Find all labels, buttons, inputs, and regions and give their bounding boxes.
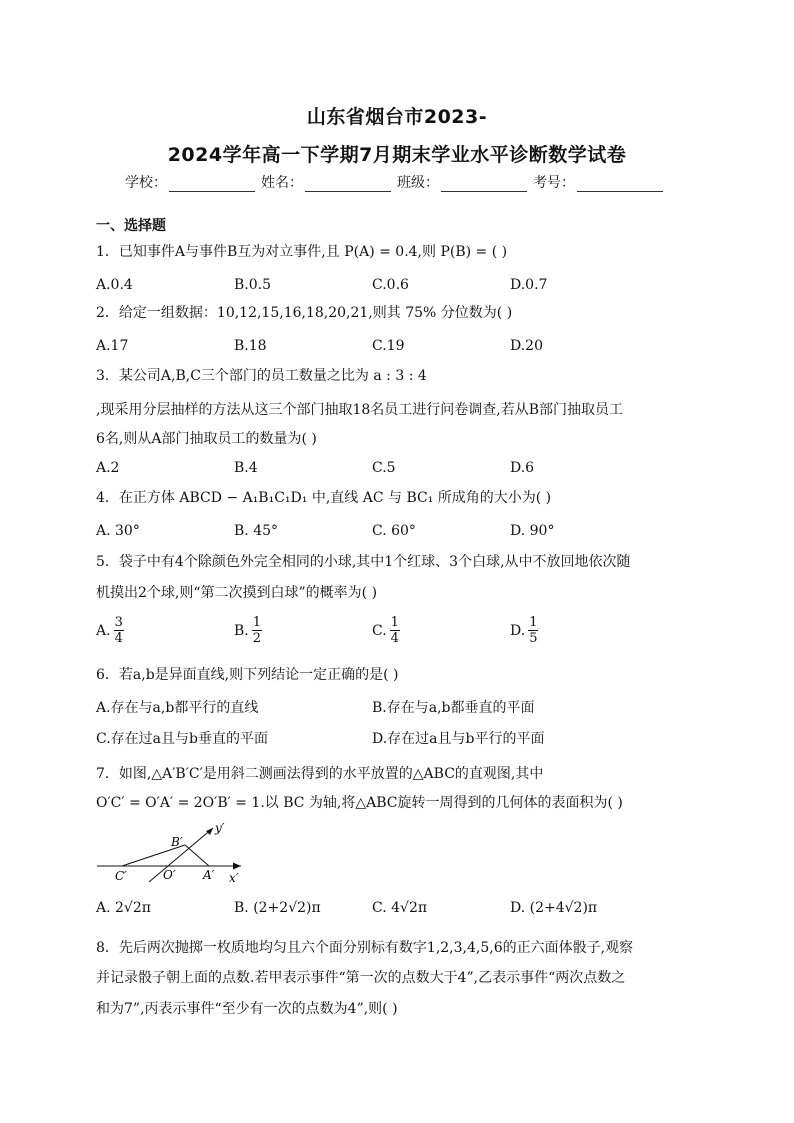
student-info-row bbox=[125, 172, 669, 192]
option-a[interactable] bbox=[96, 615, 234, 646]
option-c[interactable]: C.5 bbox=[372, 460, 396, 476]
label-o-prime: O′ bbox=[163, 868, 176, 882]
name-field[interactable] bbox=[305, 177, 391, 192]
question-7-stem-line2: O′C′ = O′A′ = 2O′B′ = 1.以 BC 为轴,将△ABC旋转一周得到的几何体的表面积为( ) bbox=[96, 795, 623, 811]
option-a[interactable]: A. 30° bbox=[96, 523, 140, 539]
option-label: D. bbox=[510, 622, 526, 639]
question-8-stem-line1: 8．先后两次抛掷一枚质地均匀且六个面分别标有数字1,2,3,4,5,6的正六面体骰子,观察 bbox=[96, 940, 634, 956]
option-a[interactable]: A.2 bbox=[96, 460, 120, 476]
option-a[interactable]: A.0.4 bbox=[96, 277, 133, 293]
class-field[interactable] bbox=[441, 177, 527, 192]
numerator: 1 bbox=[529, 615, 538, 630]
option-b[interactable]: B.0.5 bbox=[234, 277, 272, 293]
option-c[interactable]: C.19 bbox=[372, 338, 405, 354]
option-c[interactable]: C. 60° bbox=[372, 523, 416, 539]
school-label: 学校： bbox=[125, 175, 167, 191]
question-2-options bbox=[96, 338, 716, 354]
numerator: 3 bbox=[114, 615, 123, 630]
fraction bbox=[252, 615, 262, 646]
question-5-stem-line2: 机摸出2个球,则“第二次摸到白球”的概率为( ) bbox=[96, 585, 378, 601]
label-b-prime: B′ bbox=[171, 835, 183, 849]
option-d[interactable]: D. 90° bbox=[510, 523, 555, 539]
name-label: 姓名： bbox=[261, 175, 303, 191]
question-7-options bbox=[96, 900, 716, 916]
question-3-stem-line3: 6名,则从A部门抽取员工的数量为( ) bbox=[96, 431, 317, 447]
option-c[interactable]: C.0.6 bbox=[372, 277, 409, 293]
question-5-stem-line1: 5．袋子中有4个除颜色外完全相同的小球,其中1个红球、3个白球,从中不放回地依次随 bbox=[96, 554, 631, 570]
option-d[interactable]: D.20 bbox=[510, 338, 543, 354]
question-3-stem-line1: 3．某公司A,B,C三个部门的员工数量之比为 a : 3 : 4 bbox=[96, 368, 427, 384]
option-d[interactable]: D. (2+4√2)π bbox=[510, 900, 598, 916]
option-c[interactable]: C. 4√2π bbox=[372, 900, 428, 916]
option-b[interactable]: B.4 bbox=[234, 460, 258, 476]
exam-number-field[interactable] bbox=[577, 177, 663, 192]
denominator: 4 bbox=[114, 631, 123, 646]
question-1-options bbox=[96, 277, 716, 293]
option-d[interactable] bbox=[510, 615, 648, 646]
option-label: C. bbox=[372, 622, 387, 639]
question-6-options-row2 bbox=[96, 728, 716, 748]
oblique-projection-figure bbox=[95, 822, 255, 884]
denominator: 4 bbox=[390, 631, 399, 646]
option-a[interactable]: A.存在与a,b都平行的直线 bbox=[96, 700, 259, 716]
option-b[interactable]: B.18 bbox=[234, 338, 267, 354]
option-b[interactable] bbox=[234, 615, 372, 646]
label-x-prime: x′ bbox=[229, 871, 239, 884]
numerator: 1 bbox=[252, 615, 262, 630]
x-axis-arrow bbox=[233, 863, 241, 870]
fraction bbox=[114, 615, 124, 646]
label-y-prime: y′ bbox=[215, 822, 225, 835]
option-a[interactable]: A. 2√2π bbox=[96, 900, 151, 916]
option-c[interactable] bbox=[372, 615, 510, 646]
question-1-stem: 1．已知事件A与事件B互为对立事件,且 P(A) = 0.4,则 P(B) = ( ) bbox=[96, 244, 508, 260]
label-c-prime: C′ bbox=[115, 869, 127, 883]
option-label: A. bbox=[96, 622, 111, 639]
label-a-prime: A′ bbox=[203, 868, 215, 882]
option-a[interactable]: A.17 bbox=[96, 338, 129, 354]
option-d[interactable]: D.6 bbox=[510, 460, 535, 476]
y-axis-arrow bbox=[206, 828, 213, 835]
question-6-options-row1 bbox=[96, 697, 716, 717]
question-4-stem: 4．在正方体 ABCD − A₁B₁C₁D₁ 中,直线 AC 与 BC₁ 所成角的大小为( ) bbox=[96, 490, 552, 506]
class-label: 班级： bbox=[397, 175, 439, 191]
option-d[interactable]: D.0.7 bbox=[510, 277, 548, 293]
exam-title-line1: 山东省烟台市2023- bbox=[306, 106, 488, 128]
section-title: 一、选择题 bbox=[96, 218, 166, 234]
question-4-options bbox=[96, 523, 716, 539]
option-label: B. bbox=[234, 622, 249, 639]
exam-number-label: 考号： bbox=[533, 175, 575, 191]
question-3-stem-line2: ,现采用分层抽样的方法从这三个部门抽取18名员工进行问卷调查,若从B部门抽取员工 bbox=[96, 402, 624, 418]
segment-b-a bbox=[185, 845, 209, 866]
option-d[interactable]: D.存在过a且与b平行的平面 bbox=[372, 731, 545, 747]
question-3-options bbox=[96, 460, 716, 476]
denominator: 5 bbox=[529, 631, 538, 646]
question-6-stem: 6．若a,b是异面直线,则下列结论一定正确的是( ) bbox=[96, 667, 399, 683]
question-8-stem-line3: 和为7”,丙表示事件“至少有一次的点数为4”,则( ) bbox=[96, 1001, 398, 1017]
denominator: 2 bbox=[252, 631, 262, 646]
option-b[interactable]: B. (2+2√2)π bbox=[234, 900, 321, 916]
school-field[interactable] bbox=[169, 177, 255, 192]
numerator: 1 bbox=[390, 615, 399, 630]
fraction bbox=[390, 615, 400, 646]
option-c[interactable]: C.存在过a且与b垂直的平面 bbox=[96, 731, 268, 747]
question-2-stem: 2．给定一组数据：10,12,15,16,18,20,21,则其 75% 分位数为( ) bbox=[96, 305, 513, 321]
option-b[interactable]: B. 45° bbox=[234, 523, 279, 539]
fraction bbox=[528, 615, 538, 646]
question-5-options bbox=[96, 615, 716, 646]
option-b[interactable]: B.存在与a,b都垂直的平面 bbox=[372, 700, 535, 716]
exam-title-line2: 2024学年高一下学期7月期末学业水平诊断数学试卷 bbox=[167, 144, 627, 166]
question-8-stem-line2: 并记录骰子朝上面的点数.若甲表示事件“第一次的点数大于4”,乙表示事件“两次点数之 bbox=[96, 970, 626, 986]
question-7-stem-line1: 7．如图,△A′B′C′是用斜二测画法得到的水平放置的△ABC的直观图,其中 bbox=[96, 766, 544, 782]
